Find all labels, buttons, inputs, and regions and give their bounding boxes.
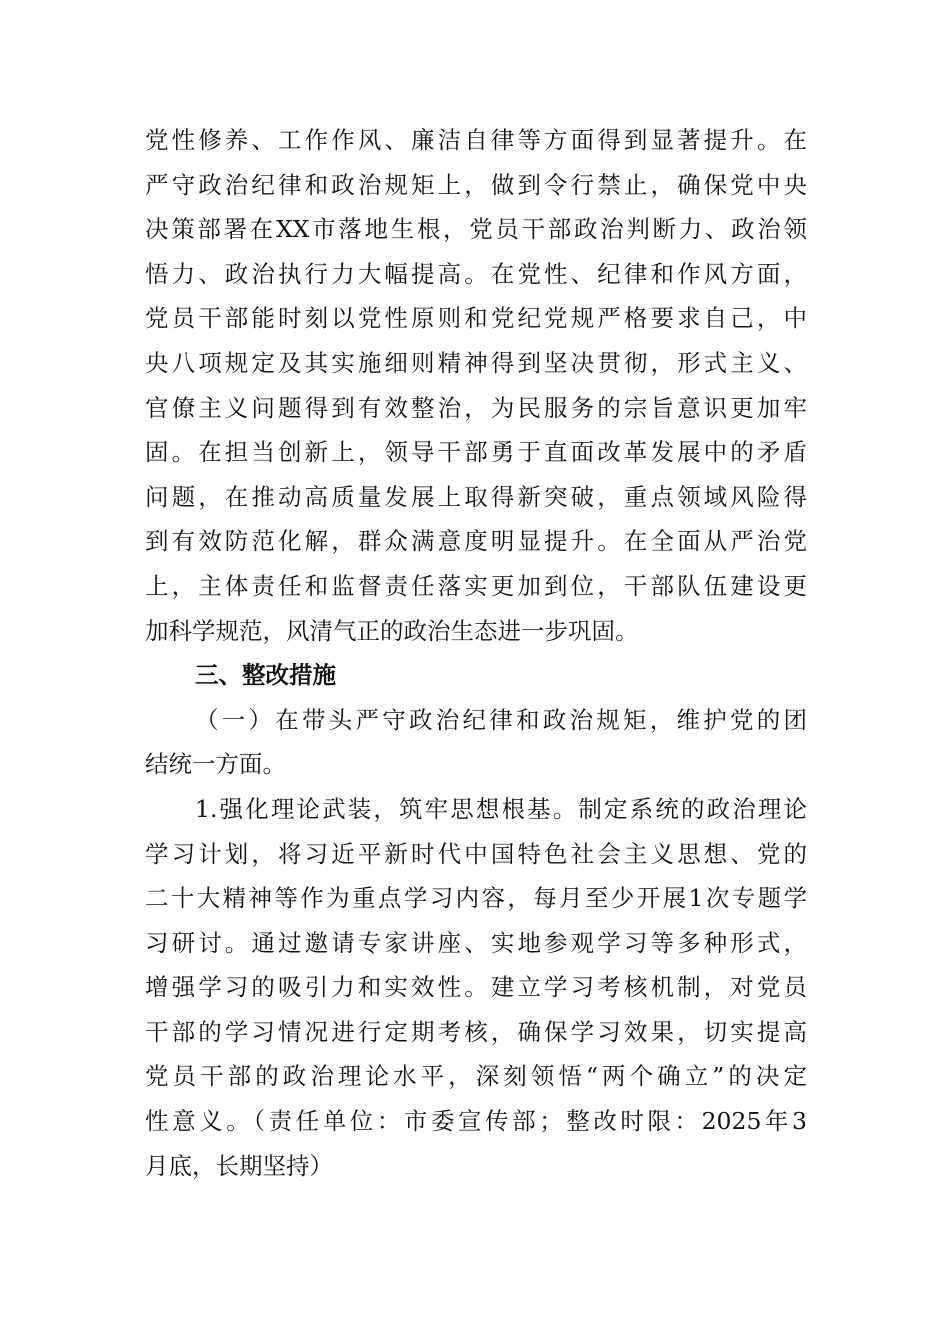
text-line: 悟力、政治执行力大幅提高。在党性、纪律和作风方面， <box>145 259 807 288</box>
section-heading: 三、整改措施 <box>195 661 336 690</box>
text-line: （一）在带头严守政治纪律和政治规矩，维护党的团 <box>195 705 807 734</box>
paragraph-results <box>145 118 807 653</box>
text-line: 增强学习的吸引力和实效性。建立学习考核机制，对党员 <box>145 973 807 1002</box>
text-line: 固。在担当创新上，领导干部勇于直面改革发展中的矛盾 <box>145 438 807 467</box>
text-line: 党员干部能时刻以党性原则和党纪党规严格要求自己，中 <box>145 304 807 333</box>
text-line: 问题，在推动高质量发展上取得新突破，重点领域风险得 <box>145 482 807 511</box>
text-line: 二十大精神等作为重点学习内容，每月至少开展1次专题学 <box>145 884 807 913</box>
text-line: 党性修养、工作作风、廉洁自律等方面得到显著提升。在 <box>145 126 807 154</box>
text-line: 1.强化理论武装，筑牢思想根基。制定系统的政治理论 <box>195 794 807 823</box>
text-line: 严守政治纪律和政治规矩上，做到令行禁止，确保党中央 <box>145 170 807 199</box>
text-line: 官僚主义问题得到有效整治，为民服务的宗旨意识更加牢 <box>145 393 807 422</box>
text-line: 到有效防范化解，群众满意度明显提升。在全面从严治党 <box>145 527 807 556</box>
text-line: 性意义。（责任单位：市委宣传部；整改时限：2025年3 <box>145 1107 807 1136</box>
text-line: 干部的学习情况进行定期考核，确保学习效果，切实提高 <box>145 1017 807 1046</box>
text-line: 学习计划，将习近平新时代中国特色社会主义思想、党的 <box>145 839 807 868</box>
text-line: 央八项规定及其实施细则精神得到坚决贯彻，形式主义、 <box>145 348 807 377</box>
text-line: 加科学规范，风清气正的政治生态进一步巩固。 <box>145 616 639 645</box>
text-line: 习研讨。通过邀请专家讲座、实地参观学习等多种形式， <box>145 928 807 957</box>
text-line: 上，主体责任和监督责任落实更加到位，干部队伍建设更 <box>145 571 807 600</box>
text-line: 月底，长期坚持） <box>145 1151 333 1180</box>
subsection-heading <box>145 698 807 787</box>
text-line: 结统一方面。 <box>145 750 286 779</box>
text-line: 决策部署在XX市落地生根，党员干部政治判断力、政治领 <box>145 215 807 244</box>
text-line: 党员干部的政治理论水平，深刻领悟“两个确立”的决定 <box>145 1062 807 1091</box>
paragraph-item-1 <box>145 787 807 1188</box>
document-page <box>145 118 807 1188</box>
